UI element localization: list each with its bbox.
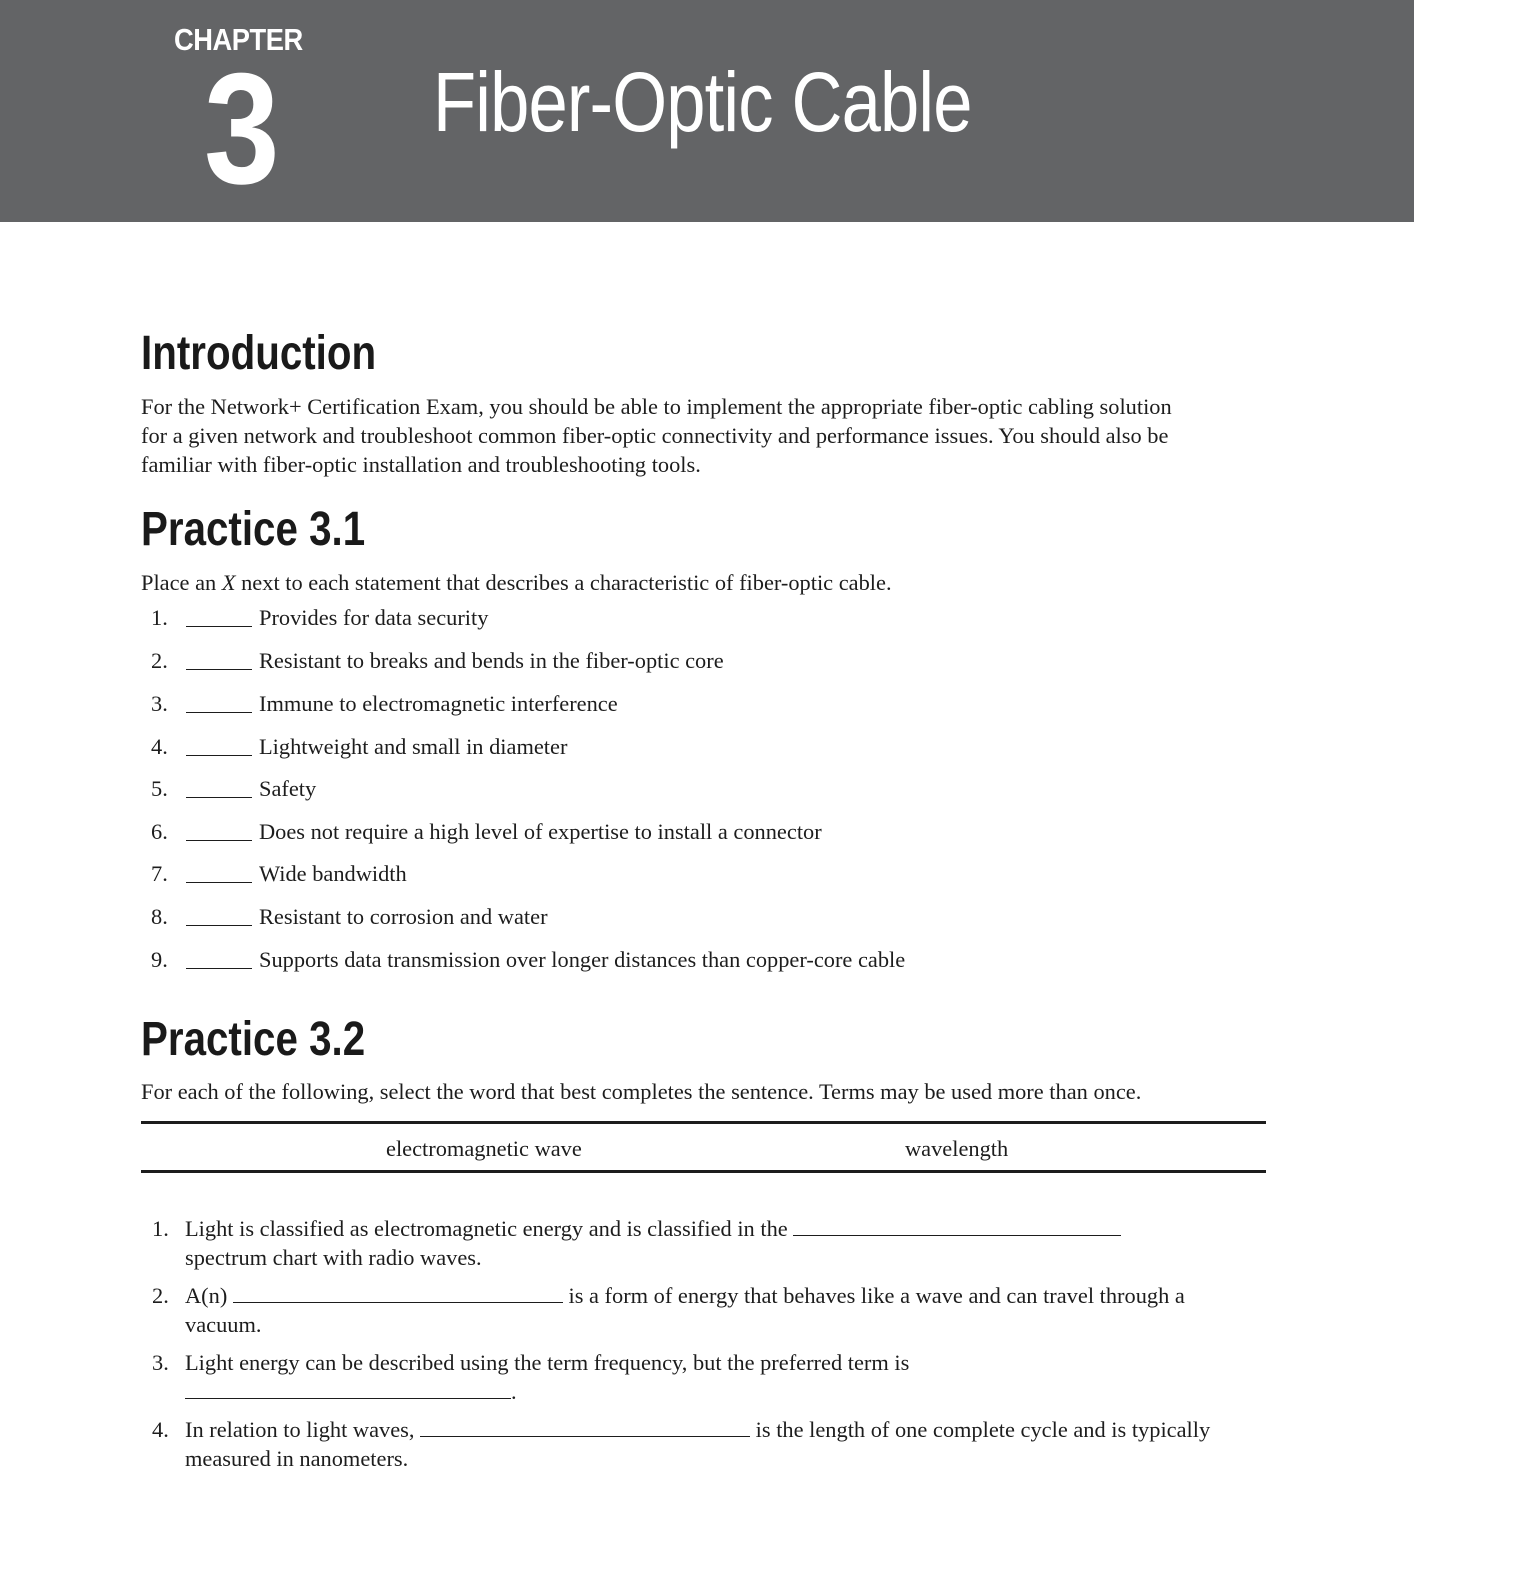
item-number: 8. bbox=[151, 904, 168, 929]
term-electromagnetic-wave: electromagnetic wave bbox=[386, 1136, 582, 1161]
item-statement: Supports data transmission over longer distances than copper-core cable bbox=[259, 947, 906, 972]
item-statement: Does not require a high level of expertise to install a connector bbox=[259, 819, 822, 844]
answer-blank[interactable] bbox=[186, 712, 252, 713]
item-statement: Lightweight and small in diameter bbox=[259, 734, 568, 759]
chapter-banner bbox=[0, 0, 1414, 222]
term-table-top-rule bbox=[141, 1121, 1266, 1124]
practice-3-2-instruction: For each of the following, select the word that best completes the sentence. Terms may be used more than once. bbox=[141, 1079, 1142, 1104]
item-statement: Resistant to breaks and bends in the fiber-optic core bbox=[259, 648, 724, 673]
item-number: 2. bbox=[151, 648, 168, 673]
answer-blank[interactable] bbox=[186, 755, 252, 756]
practice-3-2-heading: Practice 3.2 bbox=[141, 1013, 366, 1066]
item-statement: Immune to electromagnetic interference bbox=[259, 691, 618, 716]
question-item: 3. Light energy can be described using the term frequency, but the preferred term is . bbox=[152, 1350, 910, 1404]
answer-blank[interactable] bbox=[793, 1217, 1121, 1236]
chapter-label: CHAPTER bbox=[174, 22, 303, 57]
item-number: 9. bbox=[151, 947, 168, 972]
introduction-line: For the Network+ Certification Exam, you should be able to implement the appropriate fiber-optic cabling solution bbox=[141, 394, 1172, 419]
answer-blank[interactable] bbox=[186, 626, 252, 627]
term-table-bottom-rule bbox=[141, 1170, 1266, 1173]
introduction-paragraph bbox=[141, 392, 1266, 479]
item-statement: Provides for data security bbox=[259, 605, 489, 630]
practice-3-1-heading: Practice 3.1 bbox=[141, 503, 366, 556]
answer-blank[interactable] bbox=[186, 968, 252, 969]
question-number: 3. bbox=[152, 1350, 169, 1375]
answer-blank[interactable] bbox=[186, 882, 252, 883]
term-wavelength: wavelength bbox=[905, 1136, 1009, 1161]
question-number: 2. bbox=[152, 1283, 169, 1308]
practice-3-1-instruction: Place an X next to each statement that describes a characteristic of fiber-optic cable. bbox=[141, 570, 892, 595]
item-number: 5. bbox=[151, 776, 168, 801]
answer-blank[interactable] bbox=[233, 1284, 563, 1303]
item-number: 4. bbox=[151, 734, 168, 759]
answer-blank[interactable] bbox=[420, 1418, 750, 1437]
introduction-line: familiar with fiber-optic installation and troubleshooting tools. bbox=[141, 452, 701, 477]
question-number: 4. bbox=[152, 1417, 169, 1442]
chapter-title: Fiber-Optic Cable bbox=[433, 55, 972, 149]
item-number: 3. bbox=[151, 691, 168, 716]
answer-blank[interactable] bbox=[186, 925, 252, 926]
answer-blank[interactable] bbox=[186, 669, 252, 670]
answer-blank[interactable] bbox=[186, 840, 252, 841]
answer-blank[interactable] bbox=[185, 1380, 511, 1399]
item-statement: Safety bbox=[259, 776, 317, 801]
x-mark: X bbox=[221, 570, 236, 595]
question-item: 4. In relation to light waves, is the length of one complete cycle and is typically measured in nanometers. bbox=[152, 1417, 1211, 1471]
item-statement: Resistant to corrosion and water bbox=[259, 904, 548, 929]
item-number: 6. bbox=[151, 819, 168, 844]
introduction-line: for a given network and troubleshoot common fiber-optic connectivity and performance issues. You should also be bbox=[141, 423, 1169, 448]
question-item: 1. Light is classified as electromagnetic energy and is classified in the spectrum chart with radio waves. bbox=[141, 1214, 1271, 1272]
item-number: 7. bbox=[151, 861, 168, 886]
answer-blank[interactable] bbox=[186, 797, 252, 798]
question-number: 1. bbox=[152, 1216, 169, 1241]
item-number: 1. bbox=[151, 605, 168, 630]
item-statement: Wide bandwidth bbox=[259, 861, 407, 886]
chapter-number: 3 bbox=[204, 41, 280, 217]
introduction-heading: Introduction bbox=[141, 327, 377, 380]
question-item: 2. A(n) is a form of energy that behaves like a wave and can travel through a vacuum. bbox=[152, 1283, 1185, 1337]
